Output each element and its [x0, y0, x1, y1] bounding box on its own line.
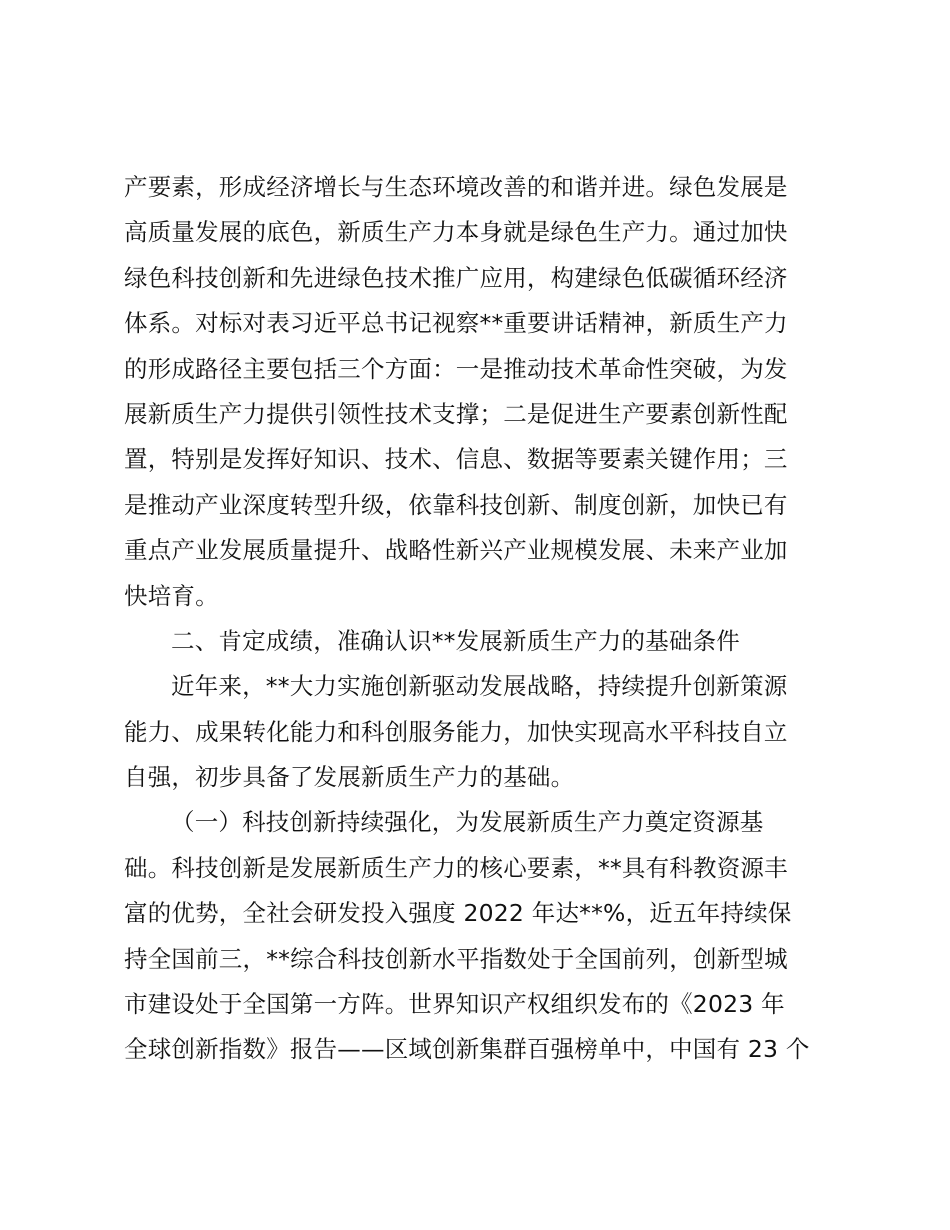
body-line: 全球创新指数》报告——区域创新集群百强榜单中，中国有 23 个 [124, 1035, 810, 1064]
paragraph-first-line: 近年来，**大力实施创新驱动发展战略，持续提升创新策源 [171, 672, 788, 701]
body-line: 高质量发展的底色，新质生产力本身就是绿色生产力。通过加快 [124, 218, 788, 247]
body-line: 重点产业发展质量提升、战略性新兴产业规模发展、未来产业加 [124, 536, 788, 565]
body-line: 富的优势，全社会研发投入强度 2022 年达**%，近五年持续保 [124, 899, 792, 928]
body-line: 快培育。 [124, 581, 219, 610]
body-line: 的形成路径主要包括三个方面：一是推动技术革命性突破，为发 [124, 354, 788, 383]
body-line: 础。科技创新是发展新质生产力的核心要素，**具有科教资源丰 [124, 853, 788, 882]
body-line: 绿色科技创新和先进绿色技术推广应用，构建绿色低碳循环经济 [124, 263, 788, 292]
body-line: 市建设处于全国第一方阵。世界知识产权组织发布的《2023 年 [124, 990, 785, 1019]
body-line: 自强，初步具备了发展新质生产力的基础。 [124, 763, 575, 792]
section-heading: 二、肯定成绩，准确认识**发展新质生产力的基础条件 [171, 626, 740, 655]
body-line: 是推动产业深度转型升级，依靠科技创新、制度创新，加快已有 [124, 490, 788, 519]
body-line: 持全国前三，**综合科技创新水平指数处于全国前列，创新型城 [124, 944, 788, 973]
document-body [124, 165, 828, 1073]
body-line: 置，特别是发挥好知识、技术、信息、数据等要素关键作用；三 [124, 445, 788, 474]
subsection-heading: （一）科技创新持续强化，为发展新质生产力奠定资源基 [171, 808, 764, 837]
body-line: 展新质生产力提供引领性技术支撑；二是促进生产要素创新性配 [124, 399, 788, 428]
body-line: 体系。对标对表习近平总书记视察**重要讲话精神，新质生产力 [124, 309, 788, 338]
body-line: 产要素，形成经济增长与生态环境改善的和谐并进。绿色发展是 [124, 173, 788, 201]
body-line: 能力、成果转化能力和科创服务能力，加快实现高水平科技自立 [124, 717, 788, 746]
